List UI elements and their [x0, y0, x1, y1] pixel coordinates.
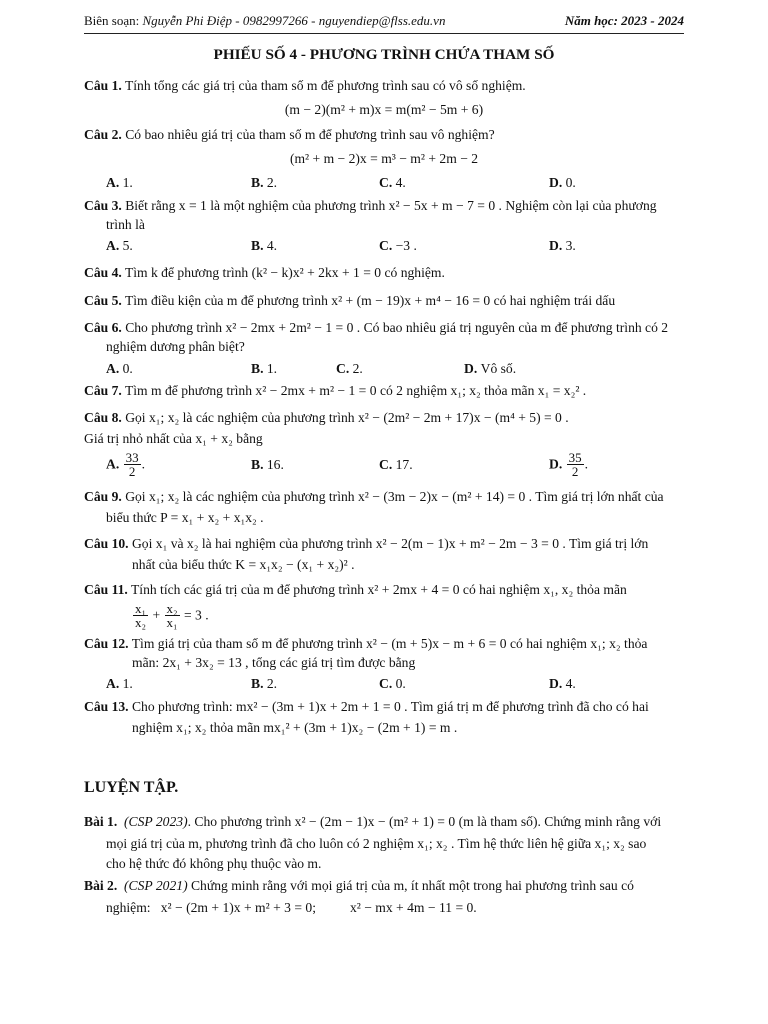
question-12: Câu 12. Tìm giá trị của tham số m để phương trình x² − (m + 5)x − m + 6 = 0 có hai nghiệm x₁; x₂ thỏa: [84, 635, 648, 651]
question-12-options: [106, 674, 684, 693]
question-2: Câu 2. Có bao nhiêu giá trị của tham số m để phương trình sau vô nghiệm?: [84, 126, 495, 142]
practice-heading: LUYỆN TẬP.: [84, 779, 179, 797]
question-13-continued: nghiệm x₁; x₂ thỏa mãn mx₁² + (3m + 1)x₂ − (2m + 1) = m .: [132, 720, 458, 736]
question-7: Câu 7. Tìm m để phương trình x² − 2mx + m² − 1 = 0 có 2 nghiệm x₁; x₂ thỏa mãn x₁ = x₂² .: [84, 382, 587, 398]
exercise-2: Bài 2. (CSP 2021) Chứng minh rằng với mọi giá trị của m, ít nhất một trong hai phương trình sau có: [84, 877, 634, 893]
option-b: B. 2.: [251, 175, 278, 191]
header-author: Biên soạn: Nguyễn Phi Điệp - 0982997266 - nguyendiep@flss.edu.vn: [84, 13, 446, 28]
question-1-equation: (m − 2)(m² + m)x = m(m² − 5m + 6): [284, 102, 484, 118]
option-d: D. $\frac{35}{2}$ .: [549, 449, 589, 480]
option-b: B. 16.: [251, 457, 284, 473]
question-5: Câu 5. Tìm điều kiện của m để phương trình x² + (m − 19)x + m⁴ − 16 = 0 có hai nghiệm trái dấu: [84, 292, 616, 308]
exercise-1-line-2: mọi giá trị của m, phương trình đã cho luôn có 2 nghiệm x₁; x₂ . Tìm hệ thức liên hệ giữa x₁; x₂ sao: [106, 836, 647, 852]
exercise-1: Bài 1. (CSP 2023). Cho phương trình x² − (2m − 1)x − (m² + 1) = 0 (m là tham số). Chứng minh rằng với: [84, 814, 662, 830]
worksheet-title: PHIẾU SỐ 4 - PHƯƠNG TRÌNH CHỨA THAM SỐ: [213, 46, 555, 64]
option-c: C. 17.: [379, 457, 413, 473]
question-11: Câu 11. Tính tích các giá trị của m để phương trình x² + 2mx + 4 = 0 có hai nghiệm x₁, x₂ thỏa mãn: [84, 582, 627, 598]
option-d: D. Vô số.: [464, 360, 517, 376]
option-a: A. $\frac{33}{2}$ .: [106, 449, 146, 480]
option-a: A. 0.: [106, 360, 133, 376]
question-3-options: [106, 236, 684, 255]
question-11-condition: $\frac{\text{x₁}}{\text{x₂}}$ + $\frac{\text{x₂}}{\text{x₁}}$ = 3 .: [135, 600, 209, 631]
question-2-options: [106, 173, 684, 192]
option-c: C. 2.: [336, 360, 363, 376]
option-b: B. 4.: [251, 238, 278, 254]
question-12-continued: mãn: 2x₁ + 3x₂ = 13 , tổng các giá trị tìm được bằng: [132, 655, 416, 671]
fraction-35-over-2: $\frac{35}{2}$: [568, 449, 582, 480]
option-d: D. 4.: [549, 676, 576, 692]
exercise-2-line-2: nghiệm: x² − (2m + 1)x + m² + 3 = 0; x² − mx + 4m − 11 = 0.: [106, 900, 477, 916]
option-b: B. 1.: [251, 360, 278, 376]
option-c: C. 0.: [379, 676, 406, 692]
option-a: A. 1.: [106, 175, 133, 191]
question-8-options: [106, 451, 684, 479]
question-4: Câu 4. Tìm k để phương trình (k² − k)x² + 2kx + 1 = 0 có nghiệm.: [84, 265, 445, 281]
fraction-33-over-2: $\frac{33}{2}$: [125, 449, 139, 480]
option-a: A. 5.: [106, 238, 133, 254]
question-8-continued: Giá trị nhỏ nhất của x₁ + x₂ bằng: [84, 431, 263, 447]
question-10-continued: nhất của biểu thức K = x₁x₂ − (x₁ + x₂)² .: [132, 556, 355, 572]
option-d: D. 0.: [549, 175, 576, 191]
option-b: B. 2.: [251, 676, 278, 692]
exercise-1-line-3: cho hệ thức đó không phụ thuộc vào m.: [106, 855, 322, 871]
page-header: [84, 12, 684, 34]
option-d: D. 3.: [549, 238, 576, 254]
question-2-equation: (m² + m − 2)x = m³ − m² + 2m − 2: [289, 150, 479, 166]
question-6: Câu 6. Cho phương trình x² − 2mx + 2m² − 1 = 0 . Có bao nhiêu giá trị nguyên của m để phương trình có 2: [84, 320, 669, 335]
question-9: Câu 9. Gọi x₁; x₂ là các nghiệm của phương trình x² − (3m − 2)x − (m² + 14) = 0 . Tìm giá trị lớn nhất của: [84, 489, 664, 505]
header-school-year: Năm học: 2023 - 2024: [564, 13, 684, 28]
question-6-continued: nghiệm dương phân biệt?: [106, 339, 245, 355]
question-6-options: [106, 359, 684, 378]
question-10: Câu 10. Gọi x₁ và x₂ là hai nghiệm của phương trình x² − 2(m − 1)x + m² − 2m − 3 = 0 . Tìm giá trị lớn: [84, 535, 649, 551]
question-8: Câu 8. Gọi x₁; x₂ là các nghiệm của phương trình x² − (2m² − 2m + 17)x − (m⁴ + 5) = 0 .: [84, 410, 569, 426]
option-c: C. −3 .: [379, 238, 417, 254]
question-3-continued: trình là: [106, 216, 145, 232]
question-9-continued: biểu thức P = x₁ + x₂ + x₁x₂ .: [106, 510, 264, 526]
fraction-x1-over-x2: $\frac{\text{x₁}}{\text{x₂}}$: [135, 600, 147, 631]
question-13: Câu 13. Cho phương trình: mx² − (3m + 1)x + 2m + 1 = 0 . Tìm giá trị m để phương trình đã cho có hai: [84, 698, 649, 714]
option-c: C. 4.: [379, 175, 406, 191]
question-3: Câu 3. Biết rằng x = 1 là một nghiệm của phương trình x² − 5x + m − 7 = 0 . Nghiệm còn lại của phương: [84, 197, 657, 213]
fraction-x2-over-x1: $\frac{\text{x₂}}{\text{x₁}}$: [166, 600, 178, 631]
question-1: Câu 1. Tính tổng các giá trị của tham số m để phương trình sau có vô số nghiệm.: [84, 78, 526, 94]
option-a: A. 1.: [106, 676, 133, 692]
